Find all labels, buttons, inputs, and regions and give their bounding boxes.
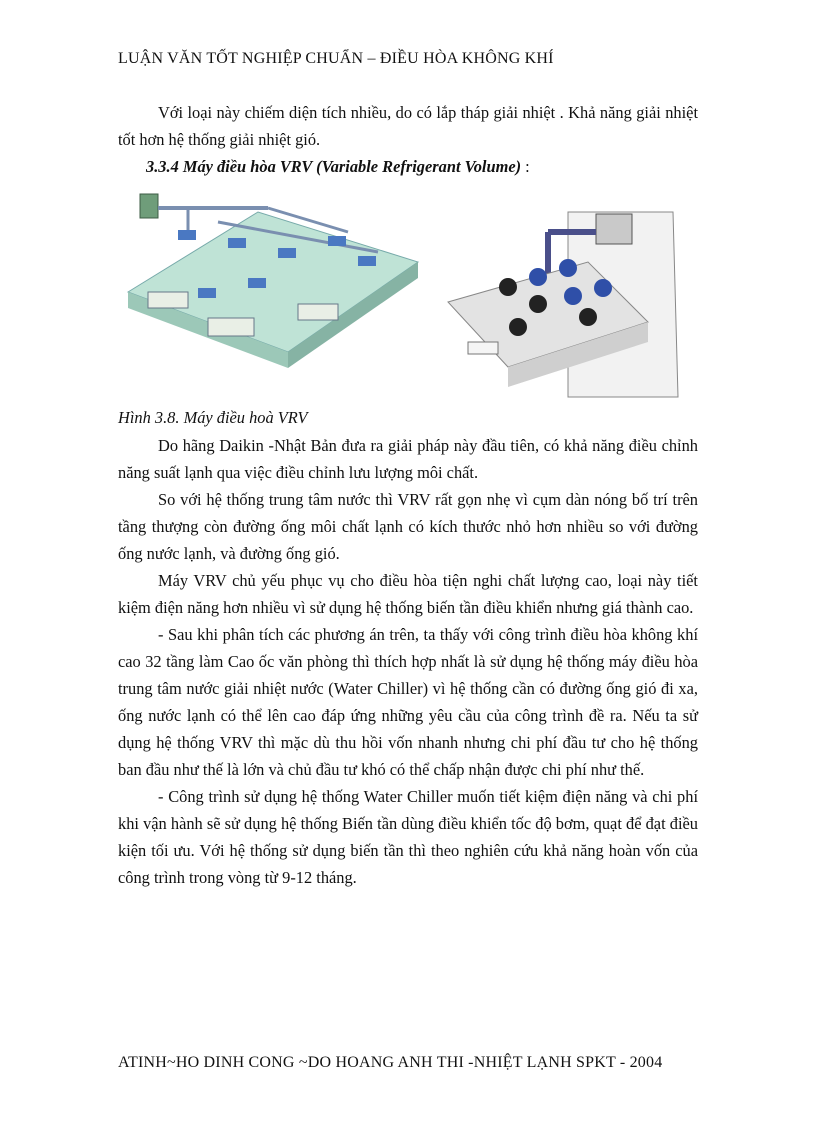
section-heading-colon: : [521, 157, 530, 176]
main-body [118, 432, 698, 891]
section-heading-text: 3.3.4 Máy điều hòa VRV (Variable Refrigerant Volume) [146, 157, 522, 176]
intro-line-1: Với loại này chiếm diện tích nhiều, do có lắp tháp giải nhiệt . Khả năng giải [158, 103, 661, 122]
paragraph-vrv-usage: Máy VRV chủ yếu phục vụ cho điều hòa tiện nghi chất lượng cao, loại này tiết kiệm điện năng hơn nhiều vì sử dụng hệ thống biến tần điều khiển nhưng giá thành cao. [118, 571, 698, 617]
paragraph-comparison: So với hệ thống trung tâm nước thì VRV rất gọn nhẹ vì cụm dàn nóng bố trí trên tầng thượng còn đường ống môi chất lạnh có kích thước nhỏ hơn nhiều so với đường ống nước lạnh, và đường ống gió. [118, 490, 698, 563]
paragraph-water-chiller: - Công trình sử dụng hệ thống Water Chiller muốn tiết kiệm điện năng và chi phí khi vận hành sẽ sử dụng hệ thống Biến tần dùng điều khiển tốc độ bơm, quạt để đạt điều kiện tối ưu. Với hệ thống sử dụng biến tần thì theo nghiên cứu khả năng hoàn vốn của công trình trong vòng từ 9-12 tháng. [118, 787, 698, 887]
paragraph-analysis: - Sau khi phân tích các phương án trên, ta thấy với công trình điều hòa không khí cao 32 tầng làm Cao ốc văn phòng thì thích hợp nhất là sử dụng hệ thống máy điều hòa trung tâm nước giải nhiệt nước (Water Chiller) vì hệ thống cần có đường ống gió đi xa, ống nước lạnh có thể lên cao đáp ứng những yêu cầu của công trình đề ra. Nếu ta sử dụng hệ thống VRV thì mặc dù thu hồi vốn nhanh nhưng chi phí đầu tư cho hệ thống ban đầu như thế là lớn và chủ đầu tư khó có thể chấp nhận được chi phí như thế. [118, 625, 698, 779]
paragraph-daikin: Do hãng Daikin -Nhật Bản đưa ra giải pháp này đầu tiên, có khả năng điều chỉnh năng suất lạnh qua việc điều chỉnh lưu lượng môi chất. [118, 436, 698, 482]
figure-caption: Hình 3.8. Máy điều hoà VRV [118, 408, 308, 427]
intro-line-2: nhiệt tốt hơn hệ thống giải nhiệt gió. [118, 103, 698, 149]
intro-paragraph [118, 99, 698, 153]
vrv-illustration [118, 192, 696, 400]
page-header: LUẬN VĂN TỐT NGHIỆP CHUẨN – ĐIỀU HÒA KHÔNG KHÍ [118, 50, 554, 67]
section-heading [146, 157, 530, 177]
page-footer: ATINH~HO DINH CONG ~DO HOANG ANH THI -NHIỆT LẠNH SPKT - 2004 [118, 1054, 663, 1071]
